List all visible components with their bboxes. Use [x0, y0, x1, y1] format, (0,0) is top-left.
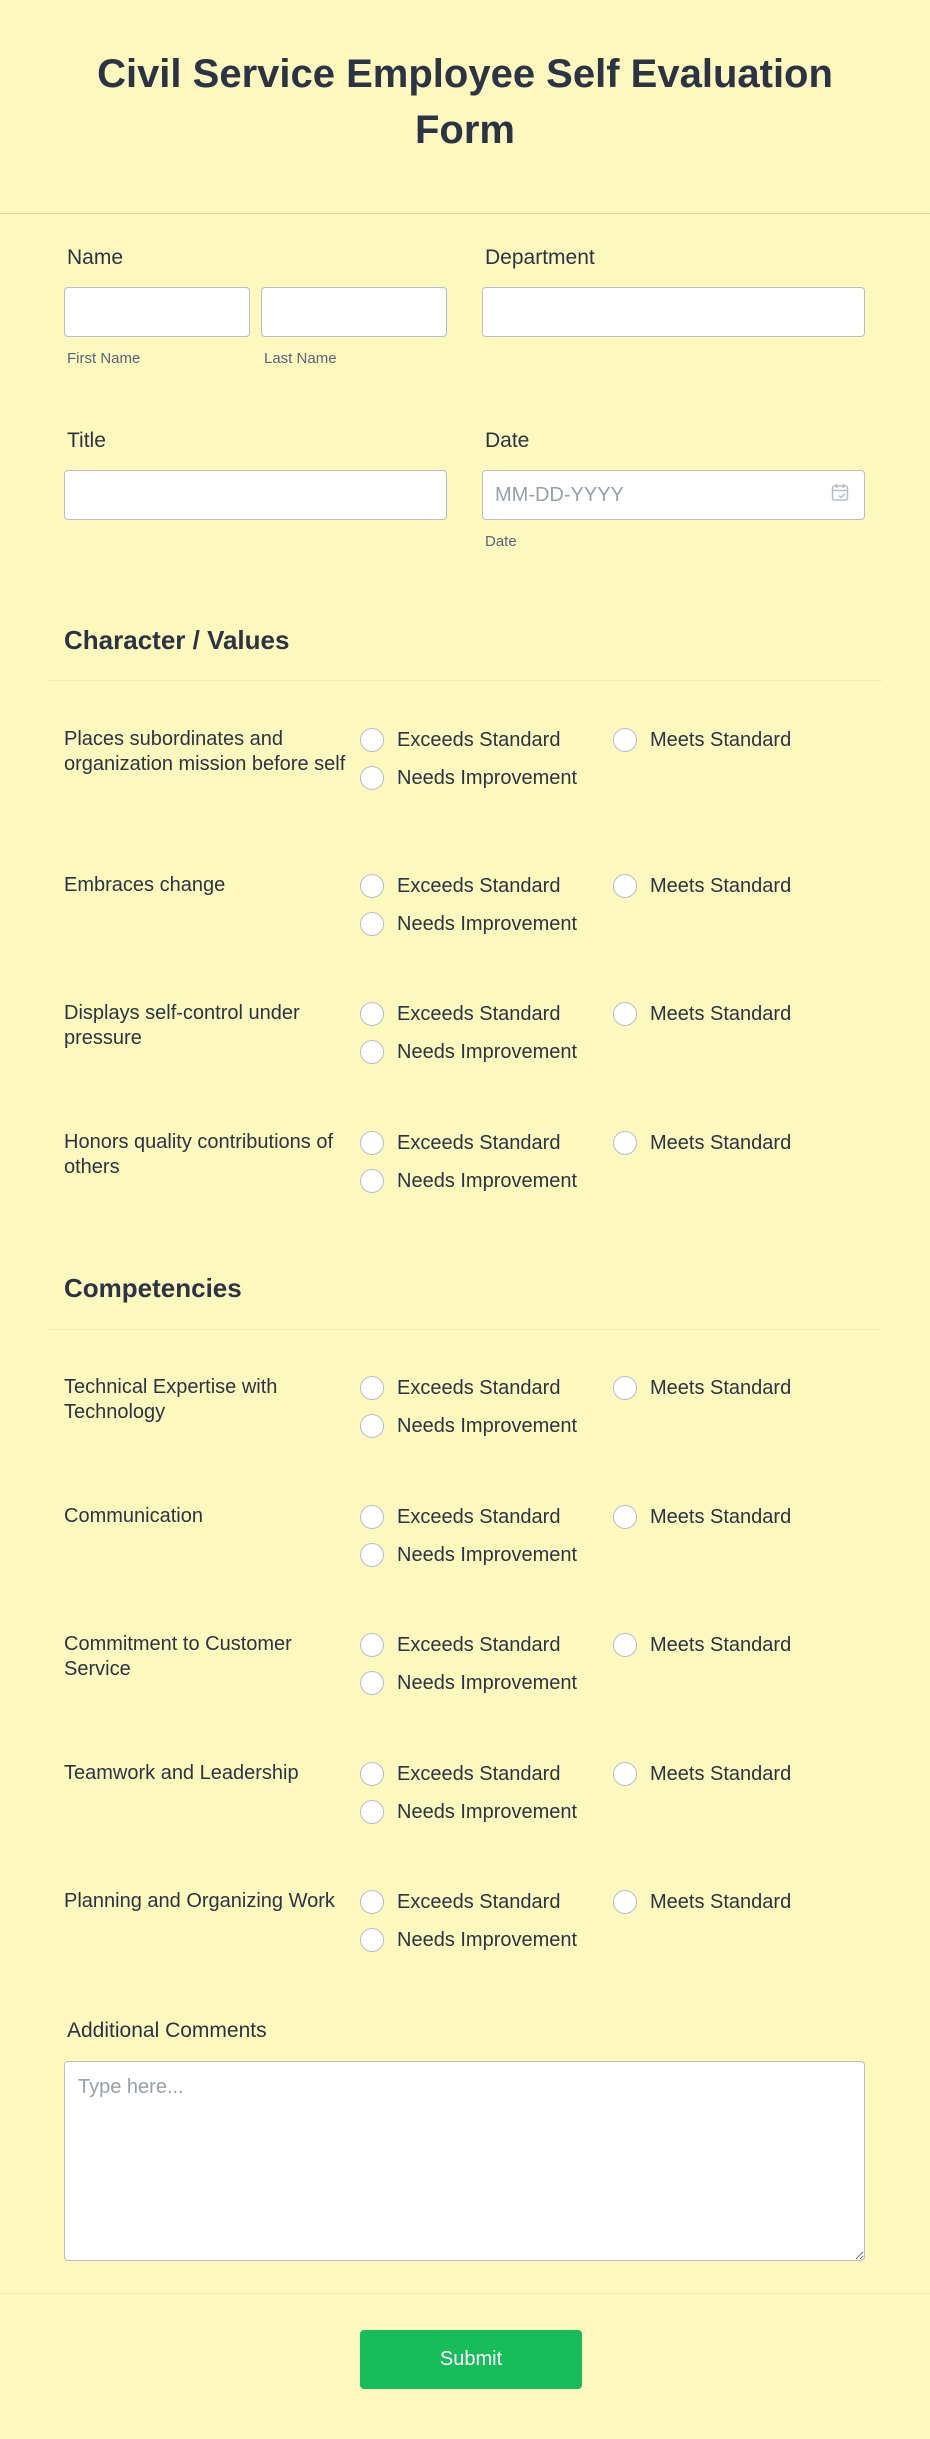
radio-button[interactable]: [360, 728, 384, 752]
question-label: Teamwork and Leadership: [64, 1762, 299, 1784]
radio-label: Exceeds Standard: [397, 1002, 561, 1025]
question-label: Communication: [64, 1505, 203, 1527]
date-sublabel: Date: [485, 533, 517, 550]
date-input[interactable]: [482, 470, 865, 520]
date-label: Date: [485, 429, 530, 452]
radio-button[interactable]: [613, 728, 637, 752]
comments-textarea[interactable]: [64, 2061, 865, 2261]
radio-option-meets[interactable]: [613, 1131, 791, 1155]
radio-label: Needs Improvement: [397, 1671, 578, 1694]
radio-label: Meets Standard: [650, 874, 792, 897]
radio-label: Exceeds Standard: [397, 874, 561, 897]
radio-option-meets[interactable]: [613, 874, 791, 898]
radio-button[interactable]: [613, 874, 637, 898]
radio-option-needs[interactable]: [360, 1169, 577, 1193]
radio-button[interactable]: [360, 1414, 384, 1438]
radio-button[interactable]: [360, 1505, 384, 1529]
radio-label: Needs Improvement: [397, 1040, 578, 1063]
radio-option-exceeds[interactable]: [360, 1762, 560, 1786]
radio-label: Needs Improvement: [397, 1928, 578, 1951]
radio-option-meets[interactable]: [613, 1762, 791, 1786]
radio-label: Needs Improvement: [397, 1414, 578, 1437]
radio-label: Needs Improvement: [397, 912, 578, 935]
section-title-character-values: Character / Values: [64, 625, 290, 655]
calendar-icon[interactable]: [831, 483, 849, 502]
radio-button[interactable]: [360, 1002, 384, 1026]
comments-label: Additional Comments: [67, 2019, 267, 2042]
radio-option-exceeds[interactable]: [360, 1505, 560, 1529]
radio-button[interactable]: [360, 1131, 384, 1155]
radio-label: Meets Standard: [650, 728, 792, 751]
radio-option-needs[interactable]: [360, 1800, 577, 1824]
radio-button[interactable]: [360, 1633, 384, 1657]
radio-button[interactable]: [360, 1890, 384, 1914]
radio-label: Meets Standard: [650, 1505, 792, 1528]
radio-button[interactable]: [360, 1762, 384, 1786]
last-name-sublabel: Last Name: [264, 350, 337, 367]
radio-option-needs[interactable]: [360, 1543, 577, 1567]
radio-option-exceeds[interactable]: [360, 1376, 560, 1400]
radio-button[interactable]: [613, 1505, 637, 1529]
radio-option-needs[interactable]: [360, 1040, 577, 1064]
radio-label: Needs Improvement: [397, 1543, 578, 1566]
radio-button[interactable]: [613, 1633, 637, 1657]
radio-option-meets[interactable]: [613, 1376, 791, 1400]
radio-label: Exceeds Standard: [397, 1505, 561, 1528]
title-input[interactable]: [64, 470, 447, 520]
radio-button[interactable]: [360, 1376, 384, 1400]
radio-label: Meets Standard: [650, 1002, 792, 1025]
radio-label: Exceeds Standard: [397, 728, 561, 751]
question-label: Displays self-control under pressure: [64, 1002, 300, 1049]
radio-button[interactable]: [360, 874, 384, 898]
section-divider: [48, 1329, 882, 1330]
radio-option-exceeds[interactable]: [360, 1633, 560, 1657]
section-divider: [48, 680, 882, 681]
radio-button[interactable]: [613, 1376, 637, 1400]
radio-label: Needs Improvement: [397, 1800, 578, 1823]
question-label: Embraces change: [64, 874, 226, 896]
radio-option-exceeds[interactable]: [360, 874, 560, 898]
radio-option-exceeds[interactable]: [360, 728, 560, 752]
radio-label: Meets Standard: [650, 1890, 792, 1913]
submit-button[interactable]: Submit: [360, 2330, 582, 2389]
section-title-competencies: Competencies: [64, 1273, 242, 1303]
radio-label: Exceeds Standard: [397, 1762, 561, 1785]
radio-option-meets[interactable]: [613, 1002, 791, 1026]
radio-label: Needs Improvement: [397, 766, 578, 789]
radio-label: Exceeds Standard: [397, 1633, 561, 1656]
title-label: Title: [67, 429, 106, 452]
question-label: Places subordinates and organization mission before self: [64, 728, 346, 775]
question-label: Honors quality contributions of others: [64, 1131, 334, 1178]
radio-option-exceeds[interactable]: [360, 1890, 560, 1914]
department-input[interactable]: [482, 287, 865, 337]
radio-button[interactable]: [613, 1002, 637, 1026]
radio-label: Meets Standard: [650, 1376, 792, 1399]
radio-button[interactable]: [360, 1169, 384, 1193]
radio-label: Needs Improvement: [397, 1169, 578, 1192]
radio-option-needs[interactable]: [360, 1671, 577, 1695]
question-label: Technical Expertise with Technology: [64, 1376, 278, 1423]
radio-button[interactable]: [360, 1671, 384, 1695]
radio-option-meets[interactable]: [613, 728, 791, 752]
radio-option-meets[interactable]: [613, 1890, 791, 1914]
radio-label: Exceeds Standard: [397, 1131, 561, 1154]
radio-label: Meets Standard: [650, 1131, 792, 1154]
radio-button[interactable]: [613, 1131, 637, 1155]
radio-button[interactable]: [613, 1762, 637, 1786]
department-label: Department: [485, 246, 595, 269]
question-label: Planning and Organizing Work: [64, 1890, 335, 1912]
radio-option-needs[interactable]: [360, 766, 577, 790]
radio-button[interactable]: [360, 912, 384, 936]
form-title: Civil Service Employee Self Evaluation Form: [97, 52, 833, 152]
radio-label: Exceeds Standard: [397, 1376, 561, 1399]
header-divider: [0, 213, 930, 214]
footer-divider: [0, 2293, 930, 2294]
radio-button[interactable]: [613, 1890, 637, 1914]
radio-label: Meets Standard: [650, 1633, 792, 1656]
radio-button[interactable]: [360, 1928, 384, 1952]
radio-option-exceeds[interactable]: [360, 1002, 560, 1026]
first-name-input[interactable]: [64, 287, 250, 337]
radio-option-meets[interactable]: [613, 1505, 791, 1529]
first-name-sublabel: First Name: [67, 350, 141, 367]
radio-label: Meets Standard: [650, 1762, 792, 1785]
radio-option-needs[interactable]: [360, 912, 577, 936]
radio-button[interactable]: [360, 766, 384, 790]
radio-option-needs[interactable]: [360, 1414, 577, 1438]
last-name-input[interactable]: [261, 287, 447, 337]
radio-label: Exceeds Standard: [397, 1890, 561, 1913]
radio-option-exceeds[interactable]: [360, 1131, 560, 1155]
radio-option-meets[interactable]: [613, 1633, 791, 1657]
radio-button[interactable]: [360, 1040, 384, 1064]
name-label: Name: [67, 246, 124, 269]
radio-button[interactable]: [360, 1800, 384, 1824]
radio-button[interactable]: [360, 1543, 384, 1567]
radio-option-needs[interactable]: [360, 1928, 577, 1952]
question-label: Commitment to Customer Service: [64, 1633, 292, 1680]
